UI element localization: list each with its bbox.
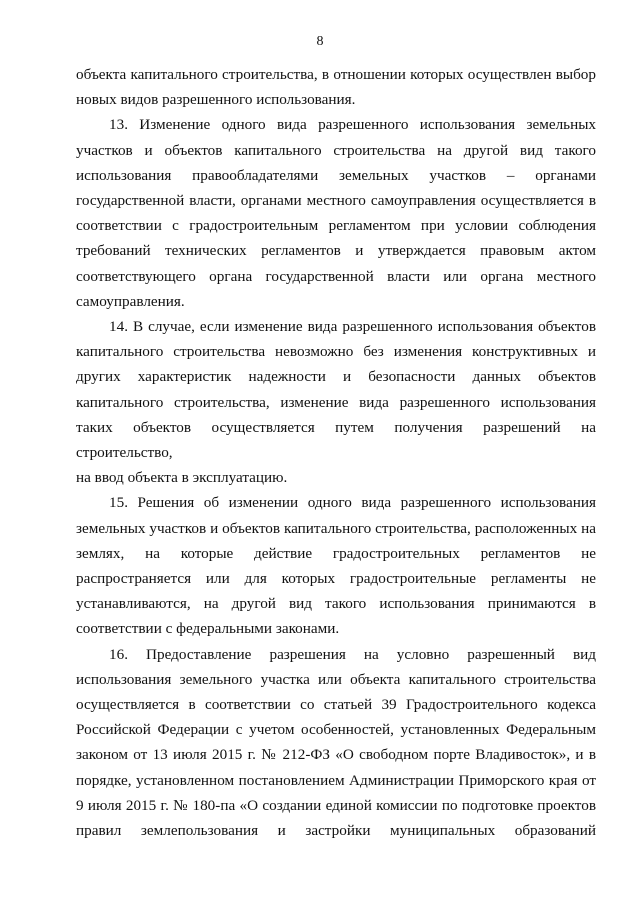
text-line: 14. В случае, если изменение вида разрешенного использования объектов [109, 318, 596, 336]
text-line: других характеристик надежности и безопасности данных объектов [76, 368, 596, 386]
text-line: участков и объектов капитального строительства на другой вид такого [76, 141, 596, 159]
text-line: самоуправления. [76, 292, 185, 310]
text-line: земельных участков и объектов капитального строительства, расположенных на [76, 519, 596, 537]
text-line: устанавливаются, на другой вид такого использования принимаются в [76, 595, 596, 613]
text-line: соответствующего органа государственной власти или органа местного [76, 267, 596, 285]
text-line: объекта капитального строительства, в отношении которых осуществлен выбор [76, 66, 596, 83]
text-line: правил землепользования и застройки муниципальных образований [76, 822, 596, 840]
text-line: капитального строительства невозможно без изменения конструктивных и [76, 343, 596, 361]
document-body [76, 62, 596, 843]
text-line: капитального строительства, изменение вида разрешенного использования [76, 393, 596, 411]
text-line: 16. Предоставление разрешения на условно разрешенный вид [109, 645, 596, 663]
page-number: 8 [316, 34, 324, 49]
text-line: требований технических регламентов и утверждается правовым актом [76, 242, 596, 260]
text-line: 15. Решения об изменении одного вида разрешенного использования [109, 494, 596, 512]
text-line: использования земельного участка или объекта капитального строительства [76, 670, 596, 688]
text-line: соответствии с федеральными законами. [76, 620, 340, 638]
text-line: порядке, установленном постановлением Администрации Приморского края от [76, 771, 596, 789]
text-line: 9 июля 2015 г. № 180-па «О создании единой комиссии по подготовке проектов [76, 796, 596, 814]
text-line: землях, на которые действие градостроительных регламентов не [76, 544, 596, 562]
text-line: распространяется или для которых градостроительные регламенты не [76, 570, 596, 588]
text-line: Российской Федерации с учетом особенностей, установленных Федеральным [76, 721, 596, 739]
text-line: государственной власти, органами местного самоуправления осуществляется в [76, 192, 596, 210]
text-line: соответствии с градостроительным регламентом при условии соблюдения [76, 217, 596, 235]
text-line: законом от 13 июля 2015 г. № 212-ФЗ «О свободном порте Владивосток», и в [76, 746, 596, 764]
text-line: на ввод объекта в эксплуатацию. [76, 469, 288, 487]
text-line: таких объектов осуществляется путем получения разрешений на строительство, [76, 418, 596, 462]
text-line: использования правообладателями земельных участков – органами [76, 166, 596, 184]
text-line: осуществляется в соответствии со статьей 39 Градостроительного кодекса [76, 696, 596, 714]
text-line: новых видов разрешенного использования. [76, 91, 356, 109]
text-line: 13. Изменение одного вида разрешенного использования земельных [109, 116, 596, 134]
